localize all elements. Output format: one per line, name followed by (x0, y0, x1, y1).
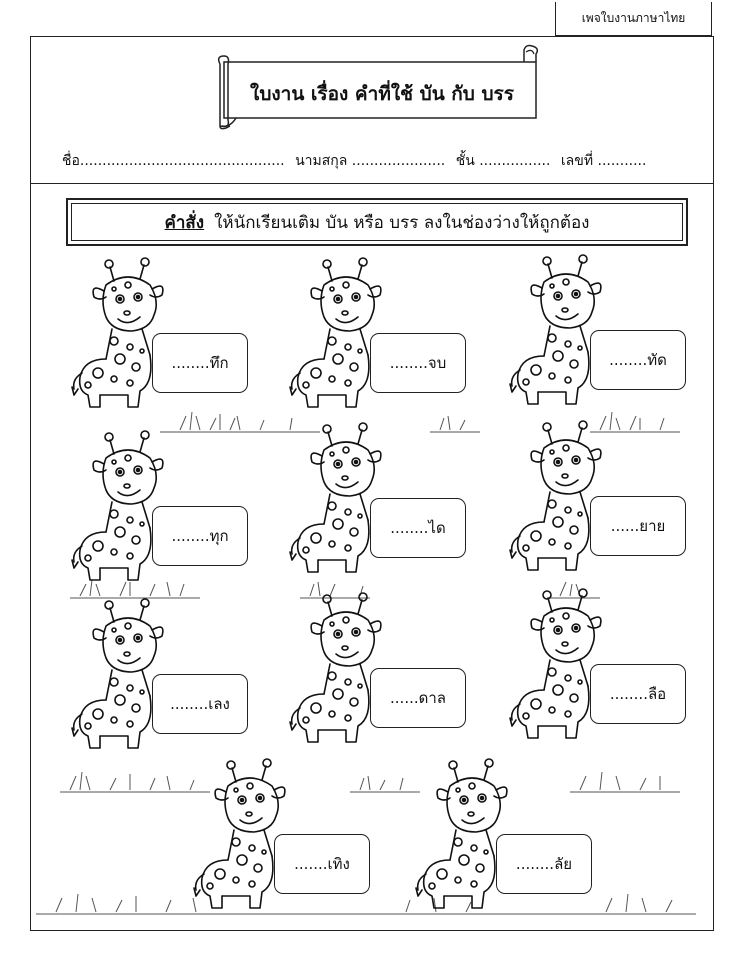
exercise-card (70, 428, 290, 588)
name-field: ชื่อ.............................................. (62, 153, 285, 169)
word-blank-box[interactable]: ......ดาล (370, 668, 466, 728)
word-blank-box[interactable]: ........เลง (152, 674, 248, 734)
word-blank-box[interactable]: ........จบ (370, 333, 466, 393)
worksheet-title: ใบงาน เรื่อง คำที่ใช้ บัน กับ บรร (250, 83, 514, 105)
student-info-line (62, 150, 702, 172)
exercise-card (508, 586, 728, 746)
word-blank-box[interactable]: .......เทิง (274, 834, 370, 894)
exercise-card (70, 596, 290, 756)
exercise-card (288, 420, 508, 580)
word-blank-box[interactable]: ........ลัย (496, 834, 592, 894)
word-blank-box[interactable]: ........ทัด (590, 330, 686, 390)
instruction-text: ให้นักเรียนเติม บัน หรือ บรร ลงในช่องว่างให้ถูกต้อง (214, 212, 590, 233)
exercise-card (192, 756, 412, 916)
instruction-box (66, 198, 688, 246)
word-blank-box[interactable]: ........ทึก (152, 333, 248, 393)
word-blank-box[interactable]: ........ลือ (590, 664, 686, 724)
word-blank-box[interactable]: ........ได (370, 498, 466, 558)
class-field: ชั้น ................ (455, 153, 551, 169)
page-tag: เพจใบงานภาษาไทย (555, 2, 712, 36)
word-blank-box[interactable]: ......ยาย (590, 496, 686, 556)
exercise-card (70, 255, 290, 415)
exercise-card (288, 590, 508, 750)
number-field: เลขที่ ........... (560, 153, 647, 169)
instruction-label: คำสั่ง (164, 212, 205, 233)
surname-field: นามสกุล ..................... (295, 153, 446, 169)
exercise-card (288, 255, 508, 415)
exercise-card (508, 418, 728, 578)
exercise-card (414, 756, 634, 916)
word-blank-box[interactable]: ........ทุก (152, 506, 248, 566)
exercise-card (508, 252, 728, 412)
divider (30, 183, 714, 184)
